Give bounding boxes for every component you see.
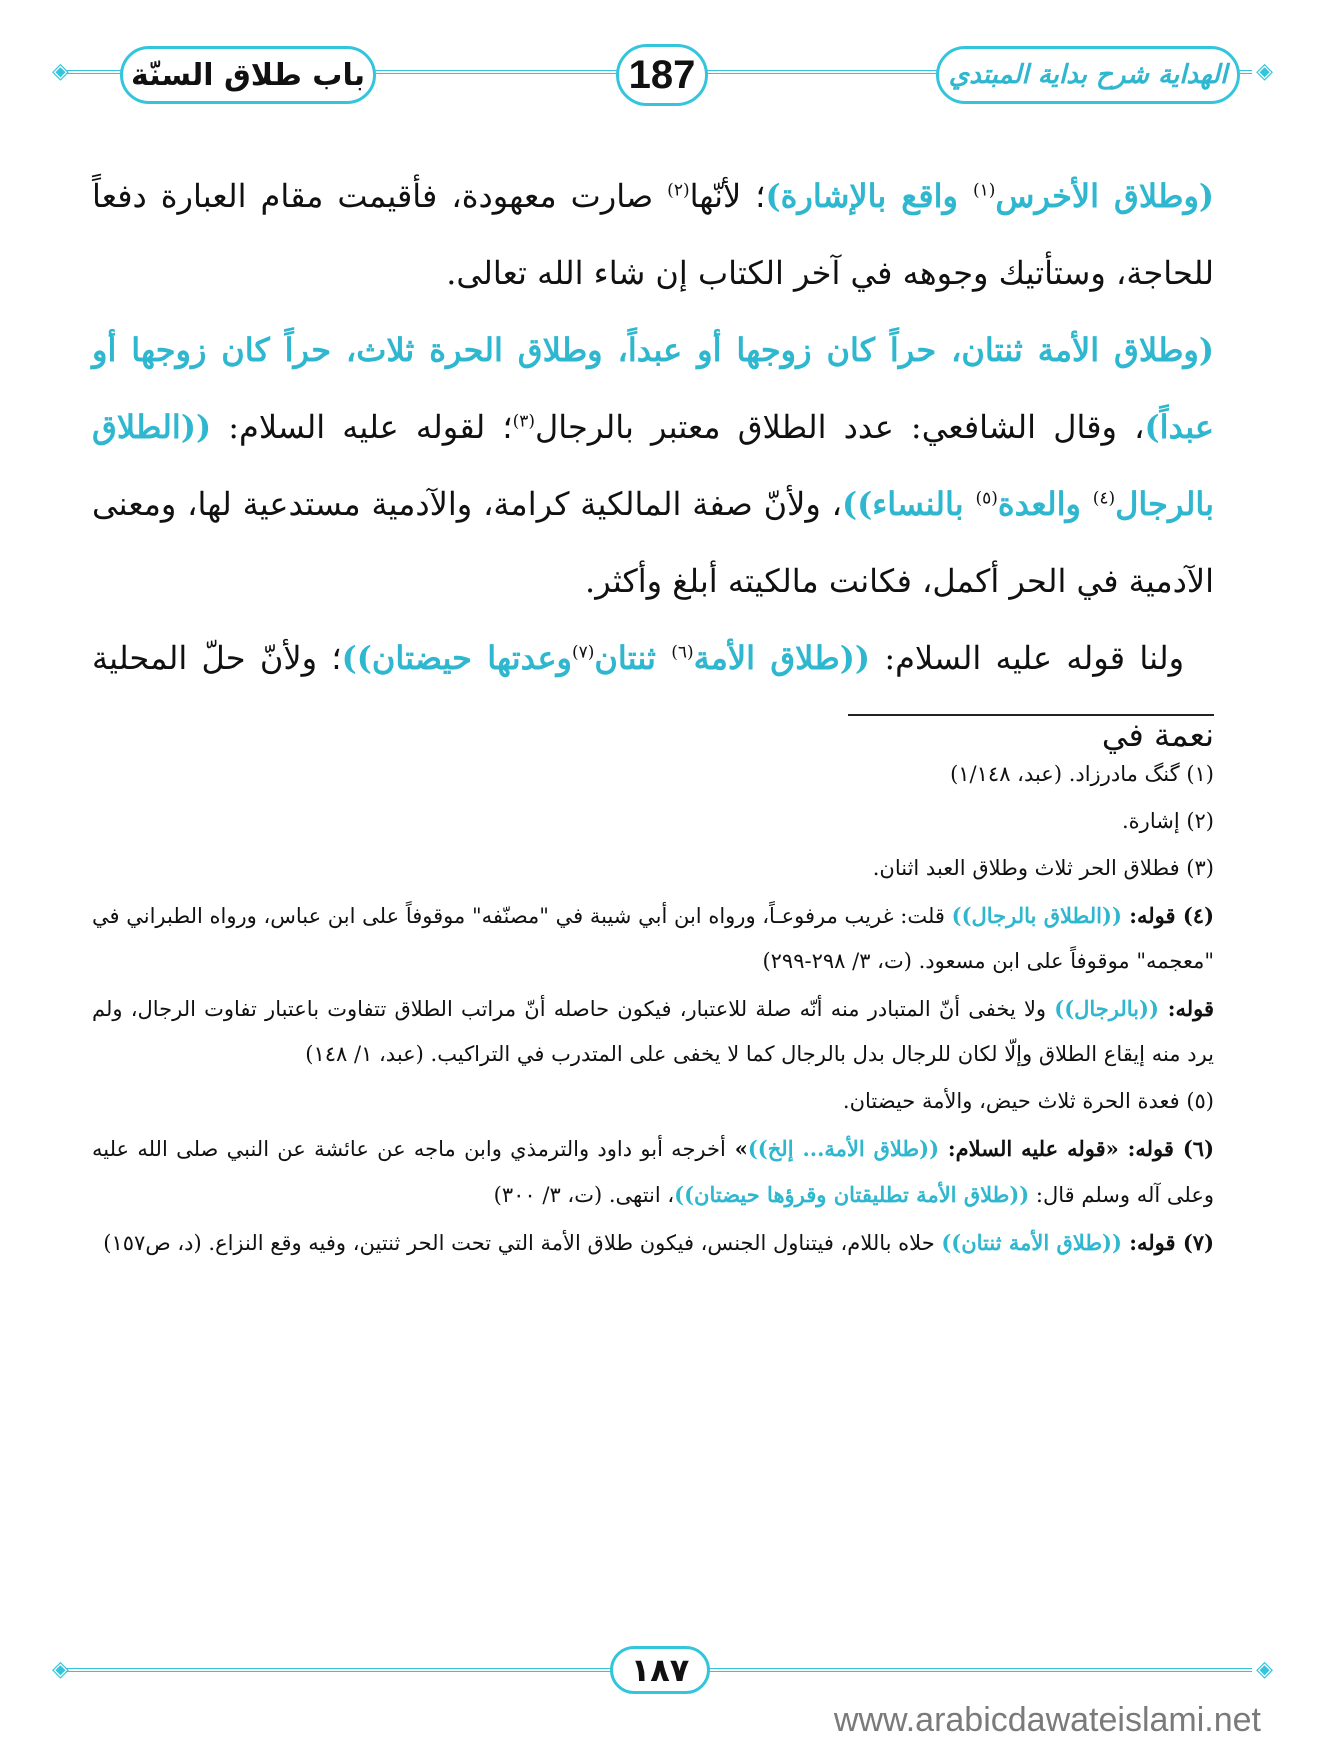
footnote-4b <box>92 986 1214 1077</box>
footnote-2: (٢) إشارة. <box>1122 809 1214 833</box>
website-watermark: www.arabicdawateislami.net <box>833 1701 1261 1739</box>
fn-ref-3: (٣) <box>512 411 536 432</box>
p2-highlight-2: ((الطلاق بالرجال <box>92 408 1215 523</box>
page-number-box <box>616 44 708 106</box>
footnote-4-quote: ((الطلاق بالرجال)) <box>951 903 1122 928</box>
p2-text-3: ، ولأنّ صفة المالكية كرامة، والآدمية مستدعية لها، ومعنى الآدمية في الحر أكمل، فكانت مالكيته أبلغ وأكثر. <box>92 485 1214 600</box>
footer-page-number: ١٨٧ <box>630 1651 690 1689</box>
footnotes <box>92 752 1214 1268</box>
footnote-separator <box>848 714 1214 716</box>
footnote-7-text: حلاه باللام، فيتناول الجنس، فيكون طلاق الأمة التي تحت الحر ثنتين، وفيه وقع النزاع. (د، ص١٥٧) <box>103 1231 942 1255</box>
chapter-title: باب طلاق السنّة <box>131 57 365 93</box>
p1-text-2: صارت معهودة، فأقيمت مقام العبارة دفعاً للحاجة، وستأتيك وجوهه في آخر الكتاب إن شاء الله تعالى. <box>92 177 1214 292</box>
p1-text-1: ؛ لأنّها <box>689 177 766 215</box>
p2-text-1: ، وقال الشافعي: عدد الطلاق معتبر بالرجال <box>535 408 1145 446</box>
footnote-7 <box>92 1220 1214 1266</box>
fn-ref-6: (٦) <box>671 642 694 663</box>
main-text <box>92 158 1214 774</box>
footnote-7-quote: ((طلاق الأمة ثنتان)) <box>941 1230 1122 1255</box>
footnote-5: (٥) فعدة الحرة ثلاث حيض، والأمة حيضتان. <box>842 1089 1214 1113</box>
p3-highlight-3: وعدتها حيضتان)) <box>341 639 572 677</box>
footnote-6 <box>92 1126 1214 1218</box>
footnote-6-label: (٦) قوله: «قوله عليه السلام: <box>939 1136 1215 1161</box>
footnote-6-label-close: » <box>725 1136 748 1161</box>
chapter-title-box <box>120 46 376 104</box>
p2-highlight-4: بالنساء)) <box>841 485 976 523</box>
p1-highlight-1: (وطلاق الأخرس <box>995 177 1215 215</box>
footnote-4b-label: قوله: <box>1158 996 1214 1021</box>
footnote-6-quote-2: ((طلاق الأمة تطليقتان وقرؤها حيضتان)) <box>674 1182 1030 1207</box>
footnote-3: (٣) فطلاق الحر ثلاث وطلاق العبد اثنان. <box>872 856 1214 880</box>
footer-ornament-right-icon: ◈ <box>1256 1657 1273 1682</box>
page-number: 187 <box>628 52 696 97</box>
p3-text-1: ولنا قوله عليه السلام: <box>870 639 1185 677</box>
p1-highlight-2: واقع بالإشارة) <box>765 177 973 215</box>
footnote-6-quote: ((طلاق الأمة... إلخ)) <box>747 1136 940 1161</box>
book-title-box <box>936 46 1240 104</box>
p2-text-2: ؛ لقوله عليه السلام: <box>211 408 513 446</box>
fn-ref-1: (١) <box>972 180 996 201</box>
footer-page-box <box>610 1646 710 1694</box>
footnote-4b-quote: ((بالرجال)) <box>1054 996 1159 1021</box>
footnote-4-text: قلت: غريب مرفوعـاً، ورواه ابن أبي شيبة في "مصنّفه" موقوفاً على ابن عباس، ورواه الطبراني في "معجمه" موقوفاً على ابن مسعود. (ت، ٣/ ٢٩٨-٢٩٩) <box>92 904 1214 973</box>
ornament-left-icon: ◈ <box>52 59 69 84</box>
paragraph-1 <box>92 158 1214 312</box>
footnote-4-label: (٤) قوله: <box>1121 903 1214 928</box>
paragraph-2 <box>92 312 1214 620</box>
paragraph-3 <box>92 620 1214 774</box>
p3-text-2: ؛ ولأنّ حلّ المحلية نعمة في <box>92 639 1214 754</box>
fn-ref-5: (٥) <box>975 488 998 509</box>
footnote-4 <box>92 893 1214 984</box>
fn-ref-4: (٤) <box>1092 488 1116 509</box>
footnote-7-label: (٧) قوله: <box>1121 1230 1214 1255</box>
p2-highlight-3: والعدة <box>997 485 1093 523</box>
ornament-right-icon: ◈ <box>1256 59 1273 84</box>
footnote-4b-text: ولا يخفى أنّ المتبادر منه أنّه صلة للاعتبار، فيكون حاصله أنّ مراتب الطلاق تتفاوت باعتبار تفاوت الرجال، ولم يرد منه إيقاع الطلاق وإلّا لكان للرجال بدل بالرجال كما لا يخفى على المتدرب في التراكيب. (عبد، ١/ ١٤٨) <box>92 997 1214 1066</box>
footnote-1: (١) گنگ مادرزاد. (عبد، ١/١٤٨) <box>950 762 1214 786</box>
p2-highlight-1: (وطلاق الأمة ثنتان، حراً كان زوجها أو عبداً، وطلاق الحرة ثلاث، حراً كان زوجها أو عبداً) <box>92 331 1215 446</box>
fn-ref-7: (٧) <box>572 642 595 663</box>
footnote-6-text-2: ، انتهى. (ت، ٣/ ٣٠٠) <box>493 1183 675 1207</box>
footer-ornament-left-icon: ◈ <box>52 1657 69 1682</box>
fn-ref-2: (٢) <box>667 180 690 201</box>
p3-highlight-2: ثنتان <box>594 639 672 677</box>
book-title: الهداية شرح بداية المبتدي <box>948 60 1228 90</box>
footnote-6-text-1: أخرجه أبو داود والترمذي وابن ماجه عن عائشة عن النبي صلى الله عليه وعلى آله وسلم قال: <box>92 1137 1214 1207</box>
p3-highlight-1: ((طلاق الأمة <box>693 639 871 677</box>
